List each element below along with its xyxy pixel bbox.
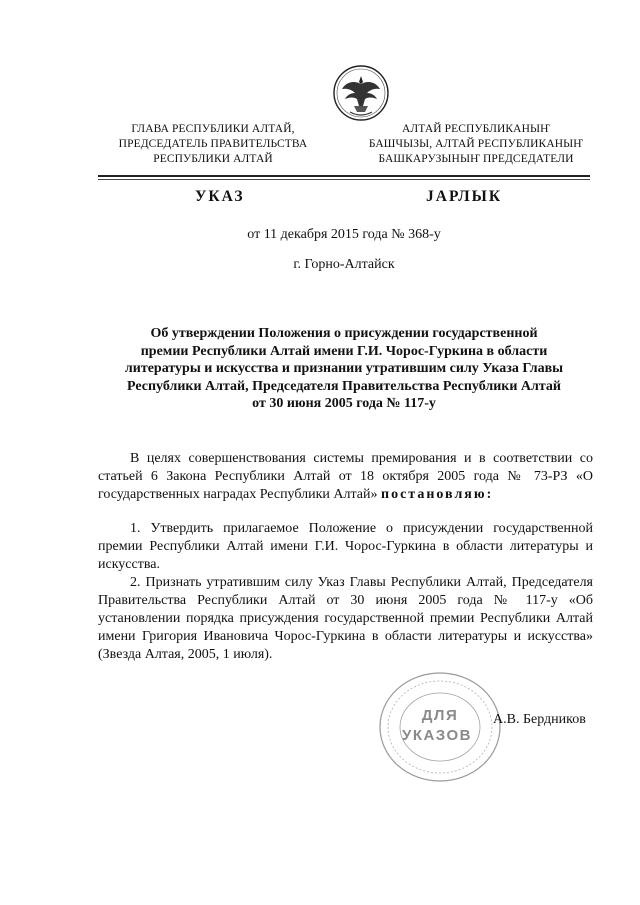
preamble-text: В целях совершенствования системы премирования и в соответствии со статьей 6 Закона Республики Алтай от 18 октября 2005 года № 73-РЗ «О государственных наградах Республики Алтай» [98,451,593,502]
title-line: Об утверждении Положения о присуждении государственной [150,326,538,341]
decree-word: постановляю: [381,487,494,502]
header-right [352,122,600,167]
header-right-line: БАШЧЫЗЫ, АЛТАЙ РЕСПУБЛИКАНЫҤ [368,138,584,150]
altai-coat-of-arms-icon [332,62,390,124]
item-2-paragraph: 2. Признать утратившим силу Указ Главы Республики Алтай, Председателя Правительства Республики Алтай от 30 июня 2005 года № 117-у «Об установлении порядка присуждения государственной премии Республики Алтай имени Григория Ивановича Чорос-Гуркина в области литературы и искусства» (Звезда Алтая, 2005, 1 июля). [98,575,593,662]
document-title [98,325,590,413]
title-line: Республики Алтай, Председателя Правительства Республики Алтай [126,378,561,394]
title-line: литературы и искусства и признании утратившим силу Указа Главы [124,361,564,376]
header-left-line: РЕСПУБЛИКИ АЛТАЙ [153,153,273,165]
stamp-line-2: УКАЗОВ [401,727,473,744]
title-line: премии Республики Алтай имени Г.И. Чорос-Гуркина в области [140,343,548,359]
document-kind-ru: УКАЗ [195,188,245,205]
header-left-line: ПРЕДСЕДАТЕЛЬ ПРАВИТЕЛЬСТВА [118,138,308,150]
document-kind-alt: JАРЛЫК [426,188,503,205]
header-left [100,122,326,167]
document-city: г. Горно-Алтайск [293,257,395,272]
stamp-line-1: ДЛЯ [421,707,459,724]
header-right-line: БАШКАРУЗЫНЫҤ ПРЕДСЕДАТЕЛИ [378,153,574,165]
official-stamp [375,668,505,786]
signer-name: А.В. Бердников [493,712,586,727]
title-line: от 30 июня 2005 года № 117-у [252,396,436,411]
document-date-number: от 11 декабря 2015 года № 368-у [247,227,441,242]
header-left-line: ГЛАВА РЕСПУБЛИКИ АЛТАЙ, [131,123,295,135]
preamble-paragraph [98,450,593,504]
header-divider [98,175,590,177]
header-divider-thin [98,179,590,180]
item-1-paragraph: 1. Утвердить прилагаемое Положение о присуждении государственной премии Республики Алтай имени Г.И. Чорос-Гуркина в области литературы и искусства. [98,521,593,572]
header-right-line: АЛТАЙ РЕСПУБЛИКАНЫҤ [402,123,550,135]
